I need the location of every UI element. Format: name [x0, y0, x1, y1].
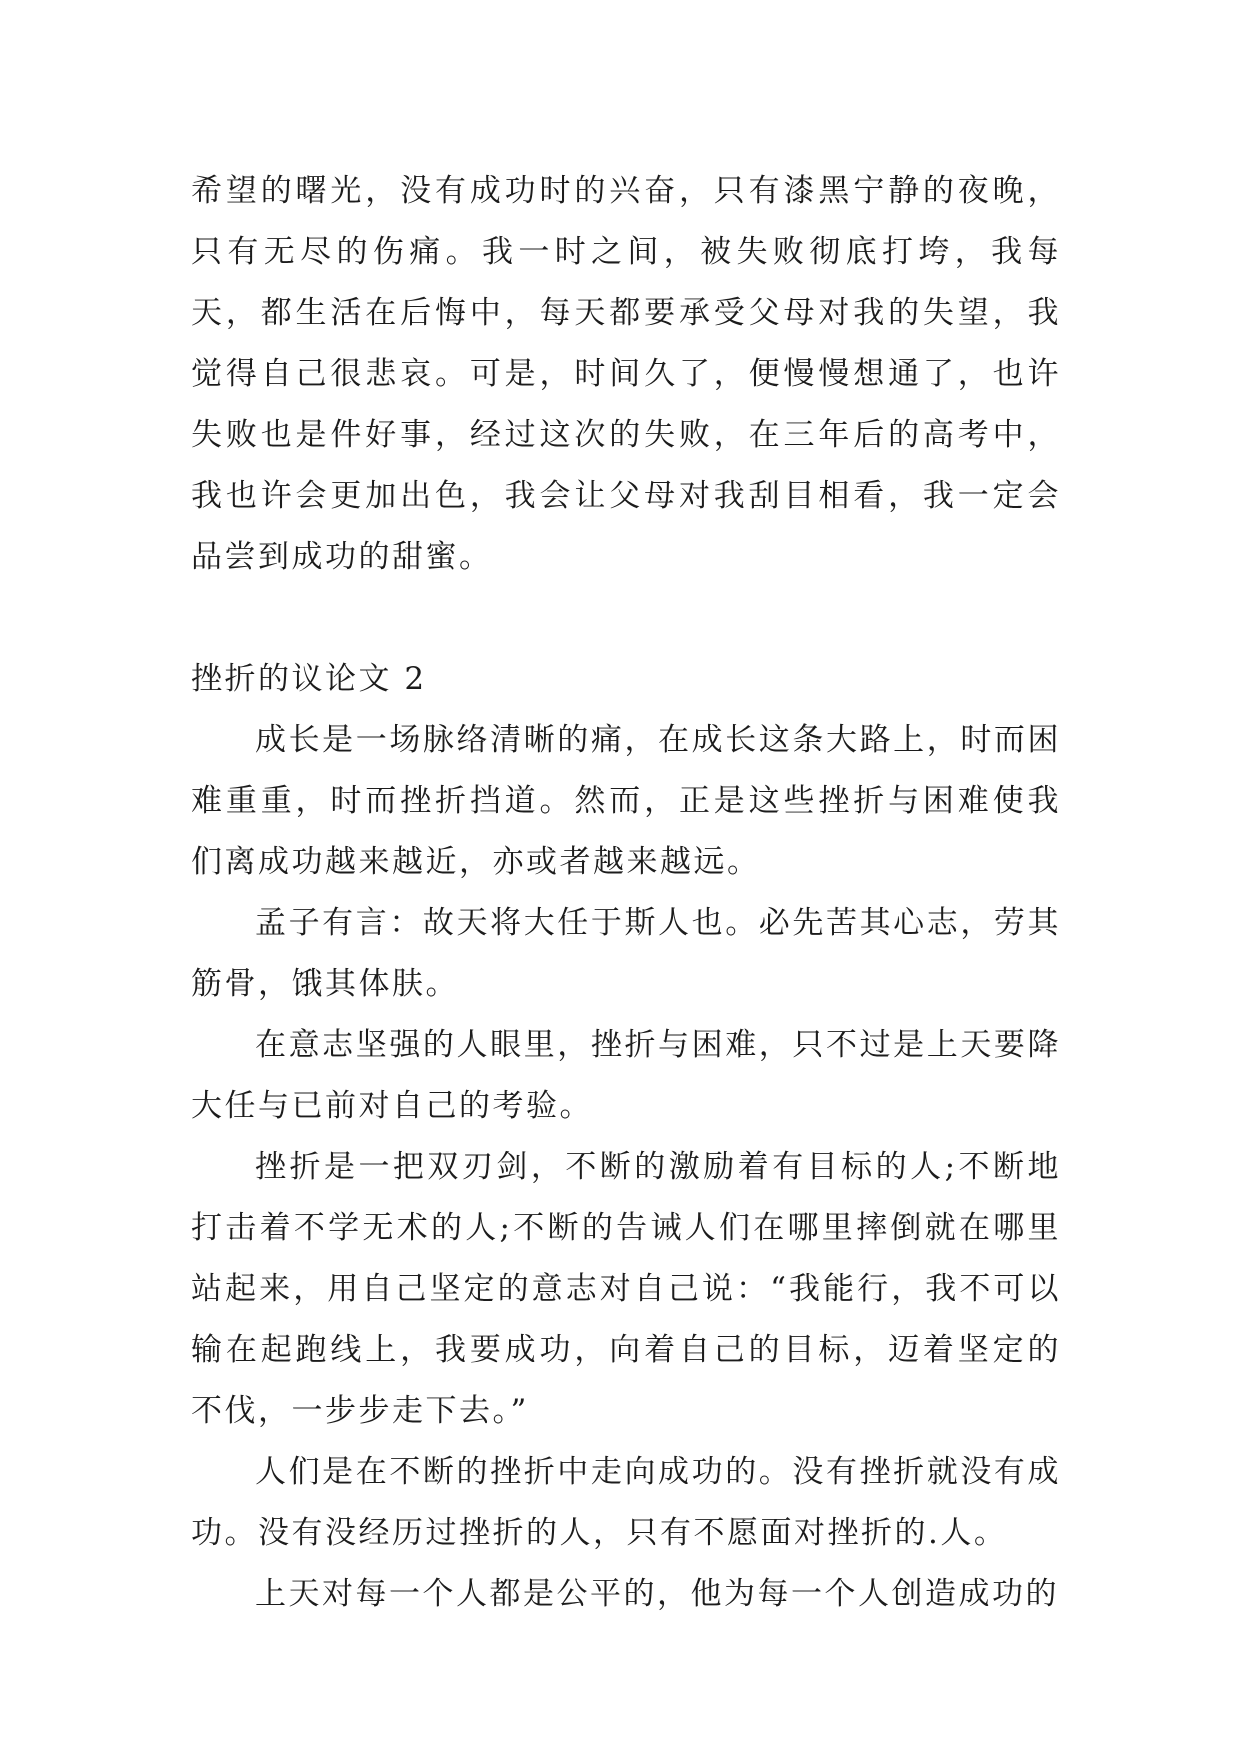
body-paragraph-1: 成长是一场脉络清晰的痛，在成长这条大路上，时而困难重重，时而挫折挡道。然而，正是这些挫折与困难使我们离成功越来越近，亦或者越来越远。	[191, 722, 1061, 880]
body-paragraph-3: 在意志坚强的人眼里，挫折与困难，只不过是上天要降大任与已前对自己的考验。	[191, 1027, 1061, 1124]
body-paragraph-6: 上天对每一个人都是公平的，他为每一个人创造成功的	[255, 1576, 1059, 1612]
document-body	[191, 161, 1061, 1625]
body-paragraph-4: 挫折是一把双刃剑，不断的激励着有目标的人;不断地打击着不学无术的人;不断的告诫人们在哪里摔倒就在哪里站起来，用自己坚定的意志对自己说：“我能行，我不可以输在起跑线上，我要成功，向着自己的目标，迈着坚定的不伐，一步步走下去。”	[191, 1149, 1061, 1429]
body-paragraph-5: 人们是在不断的挫折中走向成功的。没有挫折就没有成功。没有没经历过挫折的人，只有不愿面对挫折的.人。	[191, 1454, 1061, 1551]
intro-paragraph: 希望的曙光，没有成功时的兴奋，只有漆黑宁静的夜晚，只有无尽的伤痛。我一时之间，被失败彻底打垮，我每天，都生活在后悔中，每天都要承受父母对我的失望，我觉得自己很悲哀。可是，时间久了，便慢慢想通了，也许失败也是件好事，经过这次的失败，在三年后的高考中，我也许会更加出色，我会让父母对我刮目相看，我一定会品尝到成功的甜蜜。	[191, 173, 1061, 575]
body-paragraph-2: 孟子有言：故天将大任于斯人也。必先苦其心志，劳其筋骨，饿其体肤。	[191, 905, 1061, 1002]
section-title: 挫折的议论文 2	[191, 661, 427, 697]
